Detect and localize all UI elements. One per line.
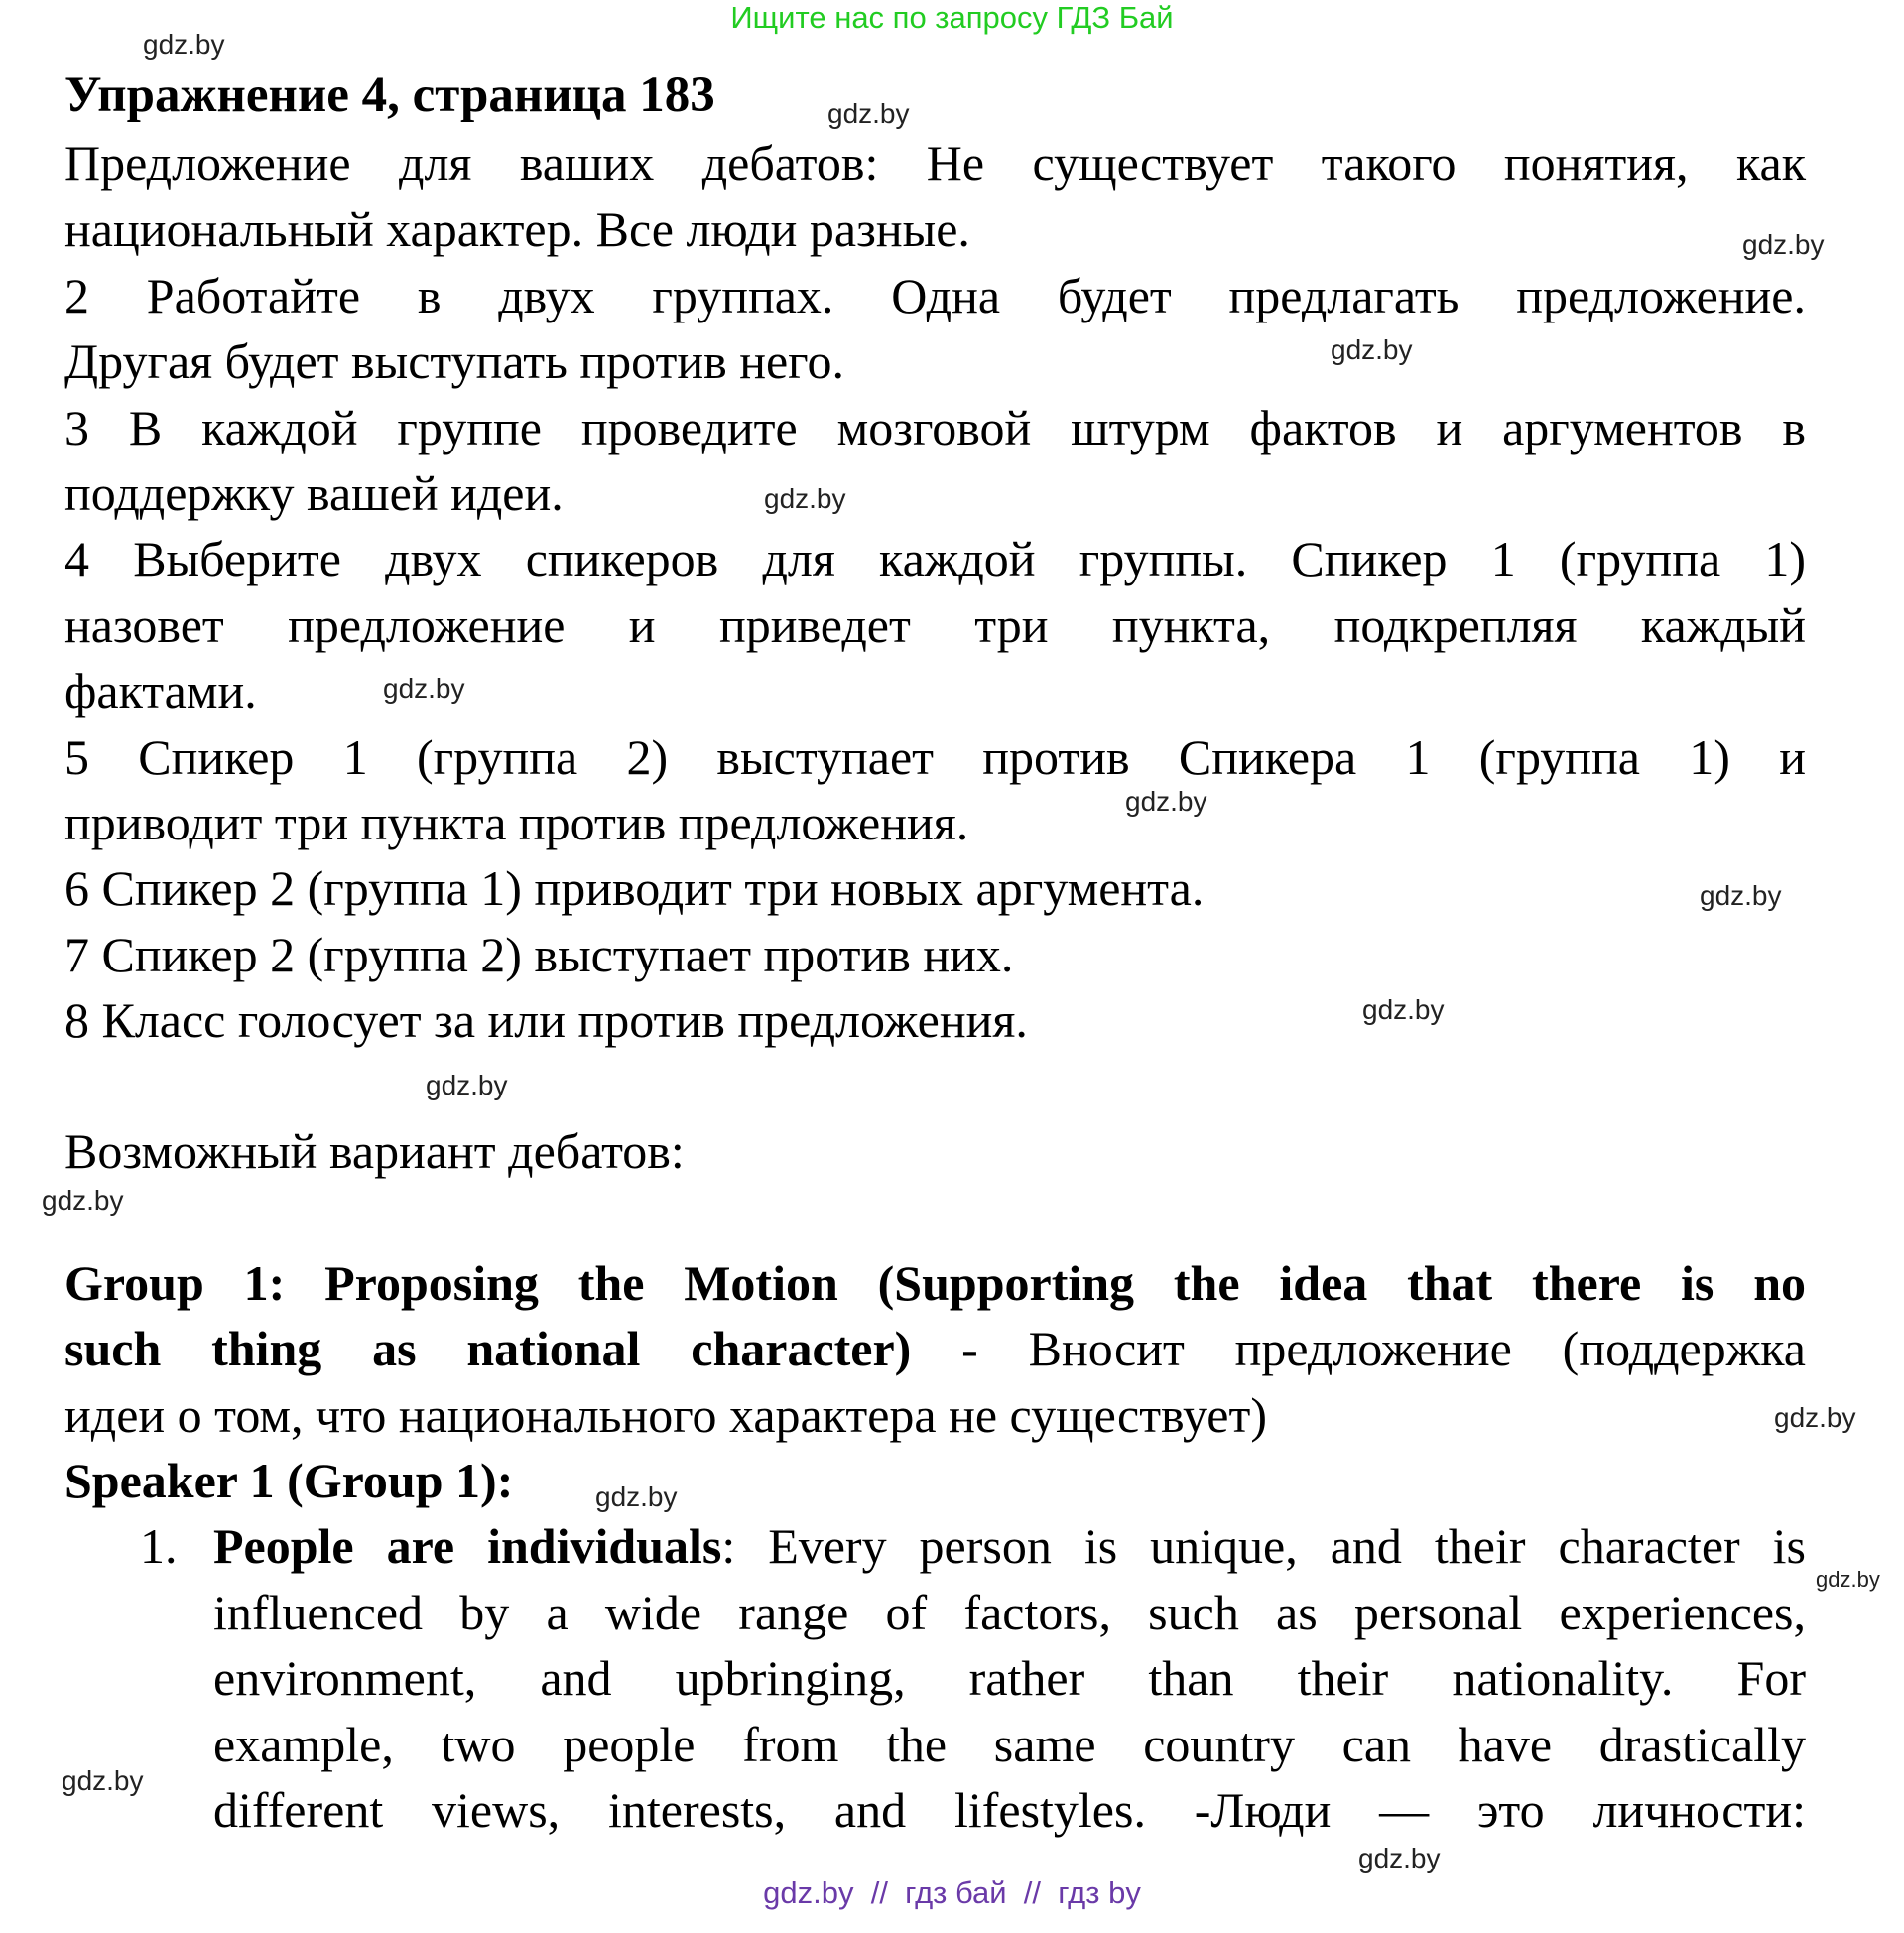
list-item-line: influenced by a wide range of factors, such as personal experiences, (213, 1585, 1806, 1640)
watermark: gdz.by (1125, 786, 1207, 817)
text-line: 3 В каждой группе проведите мозговой штурм фактов и аргументов в (64, 400, 1806, 455)
variant-heading: Возможный вариант дебатов: (64, 1123, 685, 1179)
text-line: Предложение для ваших дебатов: Не существует такого понятия, как (64, 135, 1806, 191)
list-item-line: environment, and upbringing, rather than their nationality. For (213, 1650, 1806, 1706)
group1-translation: Вносит предложение (поддержка (977, 1321, 1806, 1376)
text-line: фактами. (64, 663, 257, 718)
watermark: gdz.by (62, 1765, 144, 1796)
search-banner: Ищите нас по запросу ГДЗ Бай (730, 0, 1174, 35)
group1-heading-line2 (64, 1316, 1806, 1381)
watermark: gdz.by (1816, 1567, 1880, 1592)
page-title: Упражнение 4, страница 183 (64, 67, 715, 123)
text-line: поддержку вашей идеи. (64, 465, 564, 521)
watermark: gdz.by (1774, 1402, 1856, 1433)
list-item-line (213, 1513, 1806, 1579)
watermark: gdz.by (426, 1070, 508, 1100)
point-title: People are individuals (213, 1518, 722, 1574)
point-text: : Every person is unique, and their character is (721, 1518, 1806, 1574)
text-line: 6 Спикер 2 (группа 1) приводит три новых аргумента. (64, 860, 1205, 916)
watermark: gdz.by (764, 483, 846, 514)
list-number: 1. (140, 1518, 178, 1574)
text-line: 8 Класс голосует за или против предложения. (64, 992, 1028, 1048)
text-line: 5 Спикер 1 (группа 2) выступает против Спикера 1 (группа 1) и (64, 729, 1806, 785)
watermark: gdz.by (143, 29, 225, 60)
list-item-line: example, two people from the same country can have drastically (213, 1717, 1806, 1772)
watermark: gdz.by (383, 673, 465, 704)
group1-heading: Group 1: Proposing the Motion (Supporting the idea that there is no (64, 1255, 1806, 1311)
group1-translation-line: идеи о том, что национального характера не существует) (64, 1387, 1267, 1443)
watermark: gdz.by (1331, 334, 1413, 365)
text-line: приводит три пункта против предложения. (64, 795, 969, 850)
text-line: 4 Выберите двух спикеров для каждой группы. Спикер 1 (группа 1) (64, 531, 1806, 586)
watermark: gdz.by (1362, 994, 1445, 1025)
watermark: gdz.by (1700, 880, 1782, 911)
text-line: 7 Спикер 2 (группа 2) выступает против них. (64, 927, 1014, 982)
footer-links: gdz.by // гдз бай // гдз by (763, 1875, 1141, 1910)
watermark: gdz.by (1742, 229, 1825, 260)
text-line: Другая будет выступать против него. (64, 333, 844, 389)
text-line: назовет предложение и приведет три пункта, подкрепляя каждый (64, 597, 1806, 653)
text-line: национальный характер. Все люди разные. (64, 201, 970, 257)
watermark: gdz.by (1358, 1843, 1441, 1873)
watermark: gdz.by (827, 98, 910, 129)
text-line: 2 Работайте в двух группах. Одна будет предлагать предложение. (64, 268, 1806, 323)
speaker-heading: Speaker 1 (Group 1): (64, 1453, 514, 1508)
group1-heading-bold: such thing as national character) - (64, 1321, 978, 1376)
watermark: gdz.by (42, 1185, 124, 1216)
watermark: gdz.by (595, 1482, 678, 1512)
list-item-line: different views, interests, and lifestyles. -Люди — это личности: (213, 1782, 1806, 1838)
